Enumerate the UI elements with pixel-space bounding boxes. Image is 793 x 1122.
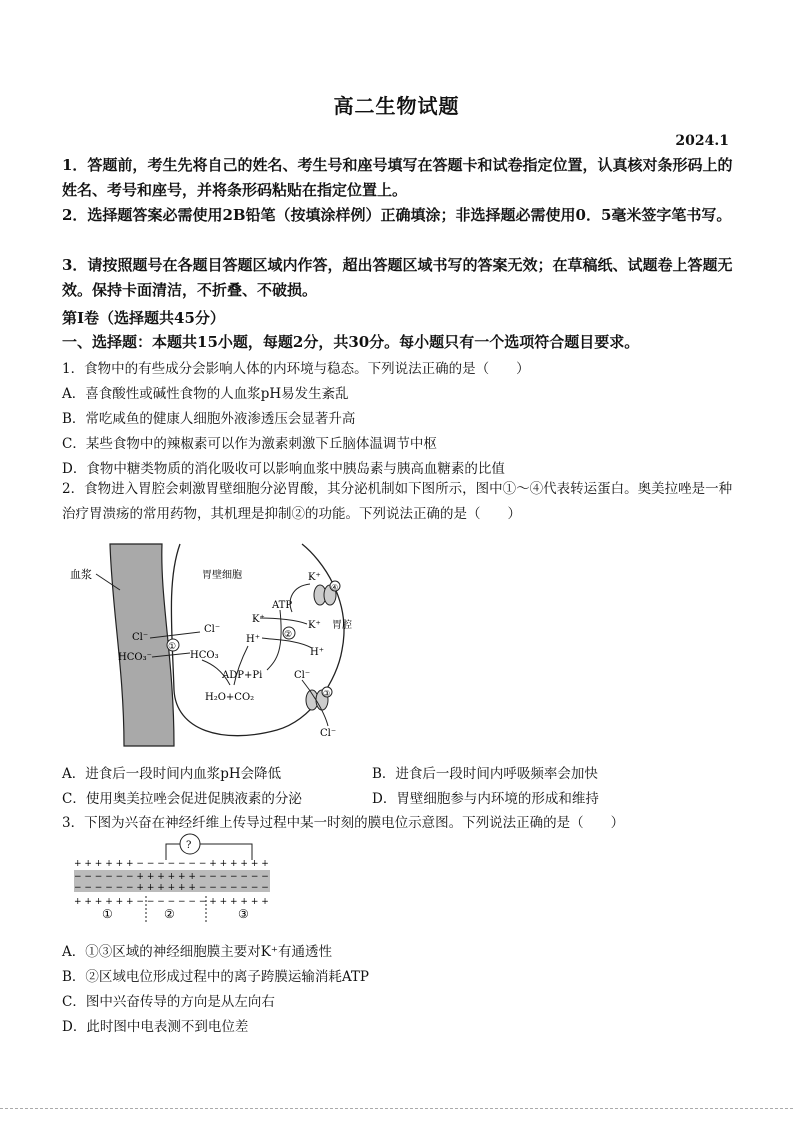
q2-option-c: C．使用奥美拉唑会促进促胰液素的分泌	[62, 791, 302, 807]
outer-charge-top: + + + + + + − − − − − − − + + + + + +	[74, 859, 269, 869]
hco3-right: HCO₃	[190, 650, 219, 661]
q2-option-a: A．进食后一段时间内血浆pH会降低	[62, 766, 282, 782]
q2-figure	[62, 540, 382, 750]
cl-label-bottom: Cl⁻	[294, 670, 311, 681]
q1-option-c: C．某些食物中的辣椒素可以作为激素刺激下丘脑体温调节中枢	[62, 436, 437, 452]
q2-stem: 2．食物进入胃腔会刺激胃壁细胞分泌胃酸，其分泌机制如下图所示，图中①～④代表转运蛋白。奥美拉唑是一种治疗胃溃疡的常用药物，其机理是抑制②的功能。下列说法正确的是（ ）	[62, 481, 733, 522]
inner-charge-1: − − − − − − + + + + + + − − − − − − −	[74, 872, 269, 882]
outer-charge-bottom: + + + + + + − − − − − − − + + + + + +	[74, 897, 269, 907]
q2-option-b: B．进食后一段时间内呼吸频率会加快	[372, 766, 598, 782]
cl-left: Cl⁻	[132, 632, 149, 643]
cell-label: 胃壁细胞	[202, 570, 242, 581]
note-3: 3．请按照题号在各题目答题区域内作答，超出答题区域书写的答案无效；在草稿纸、试题卷上答题无效。保持卡面清洁，不折叠、不破损。	[62, 256, 733, 299]
hco3-left: HCO₃⁻	[118, 652, 152, 663]
atp-label: ATP	[272, 600, 293, 611]
part-heading: 第I卷（选择题共45分）	[62, 309, 225, 327]
note-2: 2．选择题答案必需使用2B铅笔（按填涂样例）正确填涂；非选择题必需使用0．5毫米签字笔书写。	[62, 206, 732, 224]
cl-right: Cl⁻	[204, 624, 221, 635]
note-1: 1．答题前，考生先将自己的姓名、考生号和座号填写在答题卡和试卷指定位置，认真核对条形码上的姓名、考号和座号，并将条形码粘贴在指定位置上。	[62, 156, 733, 199]
q3-option-d: D．此时图中电表测不到电位差	[62, 1019, 249, 1035]
q2-option-d: D．胃壁细胞参与内环境的形成和维持	[372, 791, 599, 807]
q1-option-a: A．喜食酸性或碱性食物的人血浆pH易发生紊乱	[62, 386, 349, 402]
label-4: ④	[331, 583, 339, 592]
q1-stem: 1．食物中的有些成分会影响人体的内环境与稳态。下列说法正确的是（ ）	[62, 361, 530, 377]
q1-option-d: D．食物中糖类物质的消化吸收可以影响血浆中胰岛素与胰高血糖素的比值	[62, 461, 505, 477]
adp-label: ADP+Pi	[222, 670, 263, 681]
q3-option-b: B．②区域电位形成过程中的离子跨膜运输消耗ATP	[62, 969, 370, 985]
blood-vessel	[110, 544, 177, 746]
q3-figure	[70, 832, 280, 924]
region-1: ①	[102, 907, 113, 921]
section-heading: 一、选择题：本题共15小题，每题2分，共30分。每小题只有一个选项符合题目要求。	[62, 333, 640, 351]
region-2: ②	[164, 907, 175, 921]
label-1: ①	[168, 642, 177, 652]
h-label-inner: H⁺	[246, 634, 260, 645]
lumen-label: 胃腔	[332, 620, 352, 631]
h2o-co2-label: H₂O+CO₂	[205, 692, 255, 703]
label-3: ③	[323, 689, 331, 698]
q3-stem: 3．下图为兴奋在神经纤维上传导过程中某一时刻的膜电位示意图。下列说法正确的是（ ）	[62, 815, 625, 831]
page-bottom-divider	[0, 1108, 793, 1109]
label-2: ②	[284, 630, 293, 640]
q3-option-a: A．①③区域的神经细胞膜主要对K⁺有通透性	[62, 944, 332, 960]
k-label-outer: K⁺	[308, 620, 321, 631]
k-label-top: K⁺	[308, 572, 321, 583]
exam-date: 2024.1	[675, 133, 729, 149]
plasma-label: 血浆	[70, 568, 92, 581]
page-title: 高二生物试题	[333, 94, 460, 118]
q1-option-b: B．常吃咸鱼的健康人细胞外液渗透压会显著升高	[62, 411, 356, 427]
inner-charge-2: − − − − − − + + + + + + − − − − − − −	[74, 883, 269, 893]
q3-option-c: C．图中兴奋传导的方向是从左向右	[62, 994, 275, 1010]
voltmeter-label: ?	[186, 840, 192, 851]
region-3: ③	[238, 907, 249, 921]
cl-label-lumen: Cl⁻	[320, 728, 337, 739]
k-label-inner: K⁺	[252, 614, 265, 625]
h-label-outer: H⁺	[310, 647, 324, 658]
